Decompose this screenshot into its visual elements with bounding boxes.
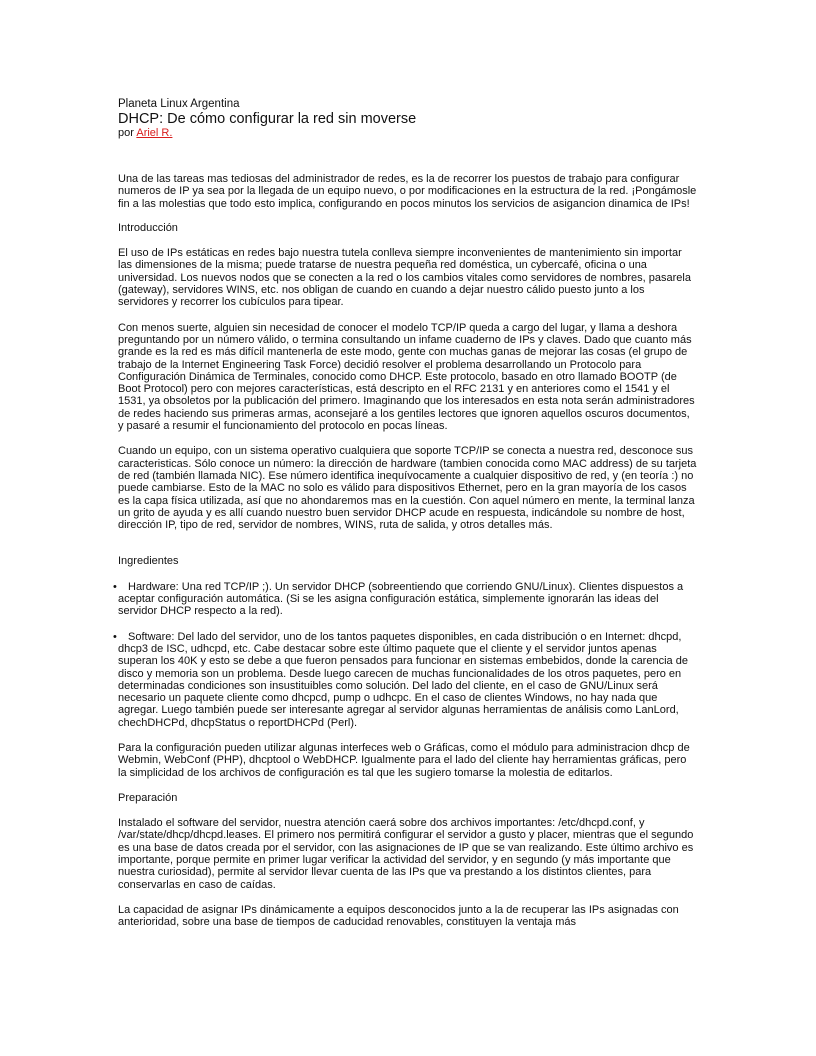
list-item <box>113 630 698 729</box>
paragraph: Para la configuración pueden utilizar algunas interfeces web o Gráficas, como el módulo para administracion dhcp de Webmin, WebConf (PHP), dhcptool o WebDHCP. Igualmente para el lado del cliente hay herramientas gráficas, pero la simplicidad de los archivos de configuración es tal que les sugiero tomarse la molestia de editarlos. <box>118 741 690 779</box>
list-item-text: Hardware: Una red TCP/IP ;). Un servidor DHCP (sobreentiendo que corriendo GNU/Linux). Clientes dispuestos a aceptar configuración automática. (Si se les asigna configuración estática, simplemente ignorarán las ideas del servidor DHCP respecto a la red). <box>118 580 684 618</box>
section-heading-introduccion: Introducción <box>118 221 178 234</box>
document-page <box>113 98 698 929</box>
paragraph: Con menos suerte, alguien sin necesidad de conocer el modelo TCP/IP queda a cargo del lugar, y llama a deshora preguntando por un número válido, o termina consultando un infame cuaderno de IPs y claves. Dado que cuanto más grande es la red es más difícil mantenerla de este modo, gente con muchas ganas de mejorar las cosas (el grupo de trabajo de la Internet Engineering Task Force) decidió resolver el problema desarrollando un Protocolo para Configuración Dinámica de Terminales, conocido como DHCP. Este protocolo, basado en otro llamado BOOTP (de Boot Protocol) pero con mejores características, está descripto en el RFC 2131 y en anteriores como el 1541 y el 1531, ya obsoletos por la publicación del primero. Imaginando que los interesados en esta nota serán administradores de redes haciendo sus primeras armas, aconsejaré a los gentiles lectores que ignoren aquellos oscuros documentos, y pasaré a resumir el funcionamiento del protocolo en pocas líneas. <box>118 321 695 433</box>
paragraph: Instalado el software del servidor, nuestra atención caerá sobre dos archivos importantes: /etc/dhcpd.conf, y /var/state/dhcp/dhcpd.leases. El primero nos permitirá configurar el servidor a gusto y placer, mientras que el segundo es una base de datos creada por el servidor, con las asignaciones de IP que se van realizando. Este último archivo es importante, porque permite en primer lugar verificar la actividad del servidor, y en segundo (y más importante que nuestra curiosidad), permite al servidor llevar cuenta de las IPs que va prestando a los distintos clientes, para conservarlas en caso de caídas. <box>118 817 694 891</box>
author-link[interactable]: Ariel R. <box>136 127 173 139</box>
ingredientes-list <box>113 580 698 729</box>
byline-prefix: por <box>118 127 134 139</box>
byline <box>118 127 698 140</box>
paragraph: La capacidad de asignar IPs dinámicamente a equipos desconocidos junto a la de recuperar las IPs asignadas con anterioridad, sobre una base de tiempos de caducidad renovables, constituyen la ventaja más <box>118 903 679 929</box>
bullet-icon: • <box>113 630 117 643</box>
site-name: Planeta Linux Argentina <box>118 98 240 110</box>
section-heading-preparacion: Preparación <box>118 791 178 804</box>
bullet-icon: • <box>113 580 117 593</box>
paragraph: El uso de IPs estáticas en redes bajo nuestra tutela conlleva siempre inconvenientes de mantenimiento sin importar las dimensiones de la misma; puede tratarse de nuestra pequeña red doméstica, un cybercafé, oficina o una universidad. Los nuevos nodos que se conecten a la red o los cambios vitales como servidores de nombres, pasarela (gateway), servidores WINS, etc. nos obligan de cuando en cuando a dejar nuestro cálido puesto junto a los servidores y recorrer los cubículos para tipear. <box>118 247 691 309</box>
section-heading-ingredientes: Ingredientes <box>118 555 179 568</box>
list-item <box>113 580 698 618</box>
intro-paragraph: Una de las tareas mas tediosas del administrador de redes, es la de recorrer los puestos de trabajo para configurar numeros de IP ya sea por la llegada de un equipo nuevo, o por modificaciones en la estructura de la red. ¡Pongámosle fin a las molestias que todo esto implica, configurando en pocos minutos los servicios de asigancion dinamica de IPs! <box>118 173 697 210</box>
article-title: DHCP: De cómo configurar la red sin moverse <box>118 111 417 127</box>
list-item-text: Software: Del lado del servidor, uno de los tantos paquetes disponibles, en cada distribución o en Internet: dhcpd, dhcp3 de ISC, udhcpd, etc. Cabe destacar sobre este último paquete que el cliente y el servidor juntos apenas superan los 40K y esto se debe a que fueron pensados para funcionar en sistemas embebidos, donde la carencia de disco y memoria son un problema. Desde luego carecen de muchas funcionalidades de los otros paquetes, pero en determinadas condiciones son insustituibles como solución. Del lado del cliente, en el caso de GNU/Linux será necesario un paquete cliente como dhcpcd, pump o udhcpc. En el caso de clientes Windows, no hay nada que agregar. Luego también puede ser interesante agregar al servidor algunas herramientas de análisis como LanLord, chechDHCPd, dhcpStatus o reportDHCPd (Perl). <box>118 630 688 729</box>
paragraph: Cuando un equipo, con un sistema operativo cualquiera que soporte TCP/IP se conecta a nuestra red, desconoce sus caracteristicas. Sólo conoce un número: la dirección de hardware (tambien conocida como MAC address) de su tarjeta de red (también llamada NIC). Ese número identifica inequívocamente a cualquier dispositivo de red, y (en teoría :) no puede cambiarse. Esto de la MAC no solo es válido para dispositivos Ethernet, pero en la gran mayoría de los casos es la capa física utilizada, así que no ahondaremos mas en la cuestión. Con aquel número en mente, la terminal lanza un grito de ayuda y es allí cuando nuestro buen servidor DHCP acude en respuesta, indicándole su nombre de host, dirección IP, tipo de red, servidor de nombres, WINS, ruta de salida, y otros detalles más. <box>118 445 697 532</box>
